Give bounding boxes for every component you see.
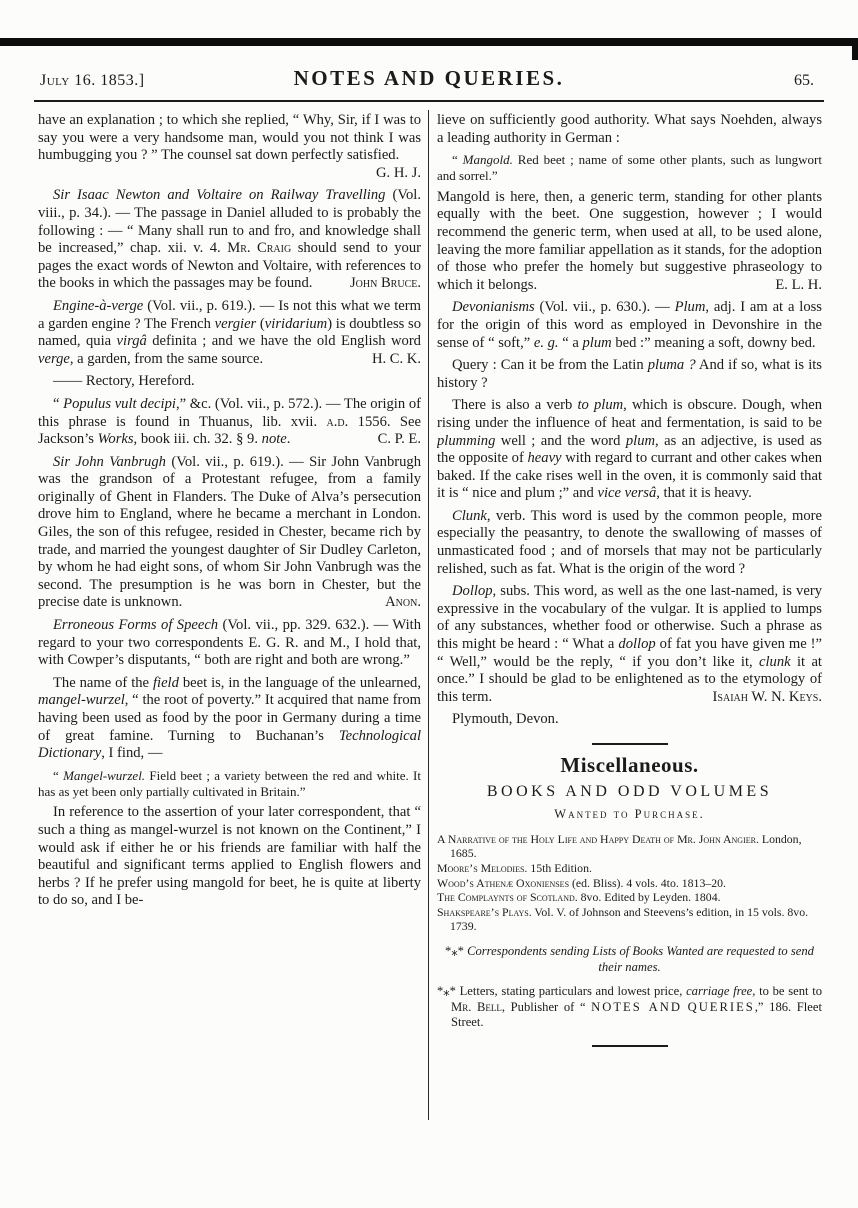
text-segment: plum <box>625 432 656 449</box>
text-segment: “ a <box>558 334 583 351</box>
book-list-item <box>437 876 822 891</box>
heading-books-and-odd-volumes <box>437 783 822 801</box>
text-segment: Shakspeare’s Plays. <box>437 904 532 919</box>
text-segment: , adj. I am at a loss for the origin of this word as employed in Devonshire in the sense of “ soft,” <box>437 299 822 351</box>
text-segment: BOOKS AND ODD VOLUMES <box>486 782 773 800</box>
text-segment: Field beet ; a variety between the red and white. It has as yet been only partially cultivated in Britain.” <box>38 767 421 799</box>
quote-mangel-wurzel-definition <box>38 768 421 800</box>
text-segment: QUERIES <box>687 999 755 1014</box>
text-segment: (Vol. vii., p. 619.). — Is not this what we term a garden engine ? The French <box>38 297 421 332</box>
text-segment: , to be sent to <box>752 984 822 999</box>
reply-newton-voltaire <box>38 187 421 293</box>
reply-signature: C. P. E. <box>377 431 421 448</box>
text-segment: vergier <box>214 315 257 332</box>
text-segment: Wood’s Athenæ Oxonienses <box>437 875 570 890</box>
text-segment: mangel-wurzel <box>38 692 125 709</box>
text-segment: Clunk <box>452 507 487 524</box>
text-segment: *⁎* Letters, stating particulars and lowest price, <box>437 984 687 999</box>
text-segment: Plum <box>674 299 706 316</box>
text-segment: There is also a verb <box>452 397 578 414</box>
reply-signature: Anon. <box>385 594 421 611</box>
text-segment: Plymouth, Devon. <box>452 711 559 728</box>
quote-mangold-definition <box>437 152 822 184</box>
text-segment: In reference to the assertion of your later correspondent, that “ such a thing as mangel-wurzel is not known on the Continent,” I would ask if either he or his friends are familiar with half the beautiful and significant terms applied to English flowers and herbs ? If he prefer using mangold for beet, he is quite at liberty to do so, and I be- <box>38 804 421 909</box>
page-edge-mark <box>852 38 858 60</box>
text-segment: virgâ <box>116 333 147 350</box>
reply-populus-vult-decipi <box>38 396 421 449</box>
paragraph-dollop <box>437 583 822 706</box>
text-segment: Mangold. <box>462 152 513 168</box>
paragraph-mangel-wurzel <box>38 675 421 763</box>
reply-signature: G. H. J. <box>376 164 421 181</box>
text-segment: vice versâ <box>597 485 657 502</box>
text-segment: plumming <box>437 432 496 449</box>
reply-signature: John Bruce. <box>349 275 421 292</box>
page-header <box>40 66 818 96</box>
right-column <box>437 110 822 1120</box>
text-segment: viridarium <box>264 315 328 332</box>
text-segment: 8vo. Edited by Leyden. 1804. <box>577 890 721 905</box>
paragraph-clunk <box>437 508 822 578</box>
text-segment: Mr. Craig <box>227 240 292 257</box>
reply-signature: Isaiah W. N. Keys. <box>712 688 822 705</box>
text-segment: ( <box>256 315 265 332</box>
text-segment: (Vol. vii., p. 630.). — <box>534 299 675 316</box>
text-segment: , which is obscure. Dough, when rising under the influence of heat and fermentation, is said to be <box>437 397 822 431</box>
text-segment: Technological Dictionary <box>38 727 421 762</box>
book-list-item <box>437 890 822 905</box>
text-segment: A Narrative of the Holy Life and Happy Death of Mr. John Angier. <box>437 831 759 846</box>
text-segment: beet is, in the language of the unlearned, <box>178 674 421 691</box>
text-segment: 1556. See Jackson’s <box>38 413 421 448</box>
book-list-item <box>437 905 822 934</box>
text-segment: carriage free <box>686 984 753 999</box>
text-segment: Sir John Vanbrugh <box>53 453 166 470</box>
text-segment: . <box>286 431 291 448</box>
text-segment: Wanted to Purchase. <box>554 807 705 822</box>
text-segment: to plum <box>577 397 624 414</box>
text-segment: Engine-à-verge <box>53 297 144 314</box>
text-segment: , that it is heavy. <box>656 485 752 502</box>
text-segment: “ <box>53 767 64 783</box>
text-segment: plum <box>582 334 612 351</box>
text-segment: should send to your pages the exact words of Newton and Voltaire, with references to the books in which the passages may be found. <box>38 240 421 292</box>
text-segment: , I find, — <box>101 745 163 762</box>
text-segment: (ed. Bliss). 4 vols. 4to. 1813–20. <box>569 875 726 890</box>
text-segment: field <box>152 674 179 691</box>
text-segment: The name of the <box>53 674 153 691</box>
text-segment: note <box>261 431 287 448</box>
text-segment: pluma ? <box>647 357 696 374</box>
text-segment: Works <box>97 431 134 448</box>
text-segment: (Vol. vii., p. 619.). — Sir John Vanbrugh was the grandson of a Protestant refugee, from a family originally of Ghent in Flanders. The Duke of Alva’s persecution drove him to England, where he became a merchant in London. Giles, the son of this refugee, resided in Chester, became rich by trade, and married the youngest daughter of Sir Dudley Carleton, by whom he had eight sons, of whom Sir John Vanbrugh was the second. The presumption is he was born in Chester, but the precise date is unknown. <box>38 453 421 611</box>
text-segment: bed :” meaning a soft, downy bed. <box>611 334 816 351</box>
text-segment: ,” 186. Fleet Street. <box>451 999 822 1030</box>
page-number: 65. <box>794 72 814 89</box>
reply-counsel-anecdote <box>38 112 421 182</box>
paragraph-to-plum <box>437 397 822 503</box>
text-segment: it at once.” I should be glad to be enlightened as to the etymology of this term. <box>437 653 822 705</box>
text-segment: Sir Isaac Newton and Voltaire on Railway Travelling <box>53 187 386 204</box>
paragraph-mangold-continent <box>38 804 421 910</box>
section-heading-miscellaneous <box>437 757 822 775</box>
paragraph-pluma-query <box>437 357 822 392</box>
text-segment: e. g. <box>533 334 559 351</box>
address-rectory-hereford <box>38 373 421 391</box>
reply-engine-a-verge <box>38 298 421 368</box>
text-segment: , Publisher of “ <box>501 999 592 1014</box>
text-segment: , book iii. ch. 32. § 9. <box>133 431 262 448</box>
reply-erroneous-forms-of-speech <box>38 617 421 670</box>
reply-signature: H. C. K. <box>371 350 421 367</box>
text-segment: clunk <box>759 653 791 670</box>
column-layout <box>38 110 822 1120</box>
text-segment: NOTES AND <box>591 999 682 1014</box>
text-segment: *⁎* <box>445 943 468 958</box>
text-segment: a.d. <box>326 413 349 430</box>
text-segment: (Vol. viii., p. 34.). — The passage in Daniel alluded to is probably the following : — “ Many shall run to and fro, and knowledge shall be increased,” chap. xii. v. 4. <box>38 187 421 257</box>
reply-sir-john-vanbrugh <box>38 454 421 612</box>
text-segment: Populus vult decipi <box>63 395 176 412</box>
text-segment: of fat you have given me !” “ Well,” would be the reply, “ if you don’t like it, <box>437 636 822 670</box>
text-segment: , “ the root of poverty.” It acquired that name from having been used as food by the poor in Germany during a time of great famine. Turning to Buchanan’s <box>38 692 421 744</box>
text-segment: , as an adjective, is used as the opposite of <box>437 432 822 467</box>
header-rule <box>34 100 824 102</box>
text-segment: , a garden, from the same source. <box>69 350 264 367</box>
text-segment: Mr. Bell <box>451 999 502 1014</box>
text-segment: , verb. This word is used by the common people, more especially the peasantry, to denote the swallowing of masses of unmasticated food ; and of morsels that may not be particularly relished, such as fat. What is the origin of the word ? <box>437 507 822 577</box>
editorial-note-correspondents <box>437 944 822 975</box>
text-segment: ,” &c. (Vol. vii., p. 572.). — The origin of this phrase is found in Thuanus, lib. xvii. <box>38 395 421 430</box>
left-column <box>38 110 421 1120</box>
text-segment: “ <box>53 395 64 412</box>
text-segment: Correspondents sending Lists of Books Wanted are requested to send their names. <box>467 943 814 974</box>
text-segment: Vol. V. of Johnson and Steevens’s edition, in 15 vols. 8vo. 1739. <box>450 904 809 934</box>
text-segment: verge <box>38 350 70 367</box>
page-top-rule <box>0 38 858 46</box>
text-segment: with regard to currant and other cakes when baked. If the cake rises well in the oven, it is commonly said that it is “ nice and plum ;” and <box>437 450 822 502</box>
text-segment: —— Rectory, Hereford. <box>53 373 195 390</box>
text-segment: dollop <box>618 636 656 653</box>
text-segment: well ; and the word <box>495 432 626 449</box>
text-segment: The Complaynts of Scotland. <box>437 890 578 905</box>
text-segment: Miscellaneous. <box>560 757 699 775</box>
column-divider <box>428 110 429 1120</box>
masthead-title: NOTES AND QUERIES. <box>293 66 565 90</box>
text-segment: heavy <box>527 450 562 467</box>
paragraph-noehden <box>437 112 822 147</box>
text-segment: Mangold is here, then, a generic term, standing for other plants equally with the beet. One suggestion, however ; I would recommend the generic term, when used at all, to be used alone, leaving the more familiar appellation as it stands, for the adoption of those who prefer the homely but suggestive phraseology to which it belongs. <box>437 188 822 293</box>
text-segment: “ <box>452 152 463 168</box>
text-segment: 15th Edition. <box>527 860 592 875</box>
text-segment: , subs. This word, as well as the one last-named, is very expressive in the vocabulary of the vulgar. It is applied to lumps of any substances, whether food or otherwise. Such a phrase as this might be heard : “ What a <box>437 583 822 653</box>
paragraph-mangold-generic-term <box>437 189 822 295</box>
text-segment: Mangel-wurzel. <box>63 767 146 783</box>
text-segment: ) is doubtless so named, quia <box>38 315 421 350</box>
editorial-note-letters <box>437 984 822 1031</box>
reply-signature: E. L. H. <box>775 276 822 293</box>
text-segment: lieve on sufficiently good authority. What says Noehden, always a leading authority in German : <box>437 112 822 146</box>
text-segment: Devonianisms <box>452 299 535 316</box>
book-list-item <box>437 861 822 876</box>
text-segment: Query : Can it be from the Latin <box>452 357 648 374</box>
book-list-item <box>437 832 822 861</box>
address-plymouth-devon <box>437 711 822 729</box>
text-segment: (Vol. vii., pp. 329. 632.). — With regard to your two correspondents E. G. R. and M., I hold that, with Cowper’s disputants, “ both are right and both are wrong.” <box>38 617 421 669</box>
reply-devonianisms <box>437 299 822 352</box>
text-segment: Moore’s Melodies. <box>437 860 528 875</box>
text-segment: London, 1685. <box>450 831 802 861</box>
text-segment: Erroneous Forms of Speech <box>53 617 219 634</box>
section-rule <box>592 743 668 745</box>
text-segment: definita ; and we have the old English word <box>146 333 421 350</box>
end-rule <box>592 1045 668 1047</box>
text-segment: have an explanation ; to which she replied, “ Why, Sir, if I was to say you were a very handsome man, would you not think I was humbugging you ? ” The counsel sat down perfectly satisfied. <box>38 112 421 164</box>
subheading-wanted-to-purchase <box>437 806 822 824</box>
text-segment: Dollop <box>452 583 493 600</box>
text-segment: Red beet ; name of some other plants, such as lungwort and sorrel.” <box>437 152 822 183</box>
masthead-date: July 16. 1853.] <box>40 72 145 89</box>
text-segment: And if so, what is its history ? <box>437 357 822 391</box>
